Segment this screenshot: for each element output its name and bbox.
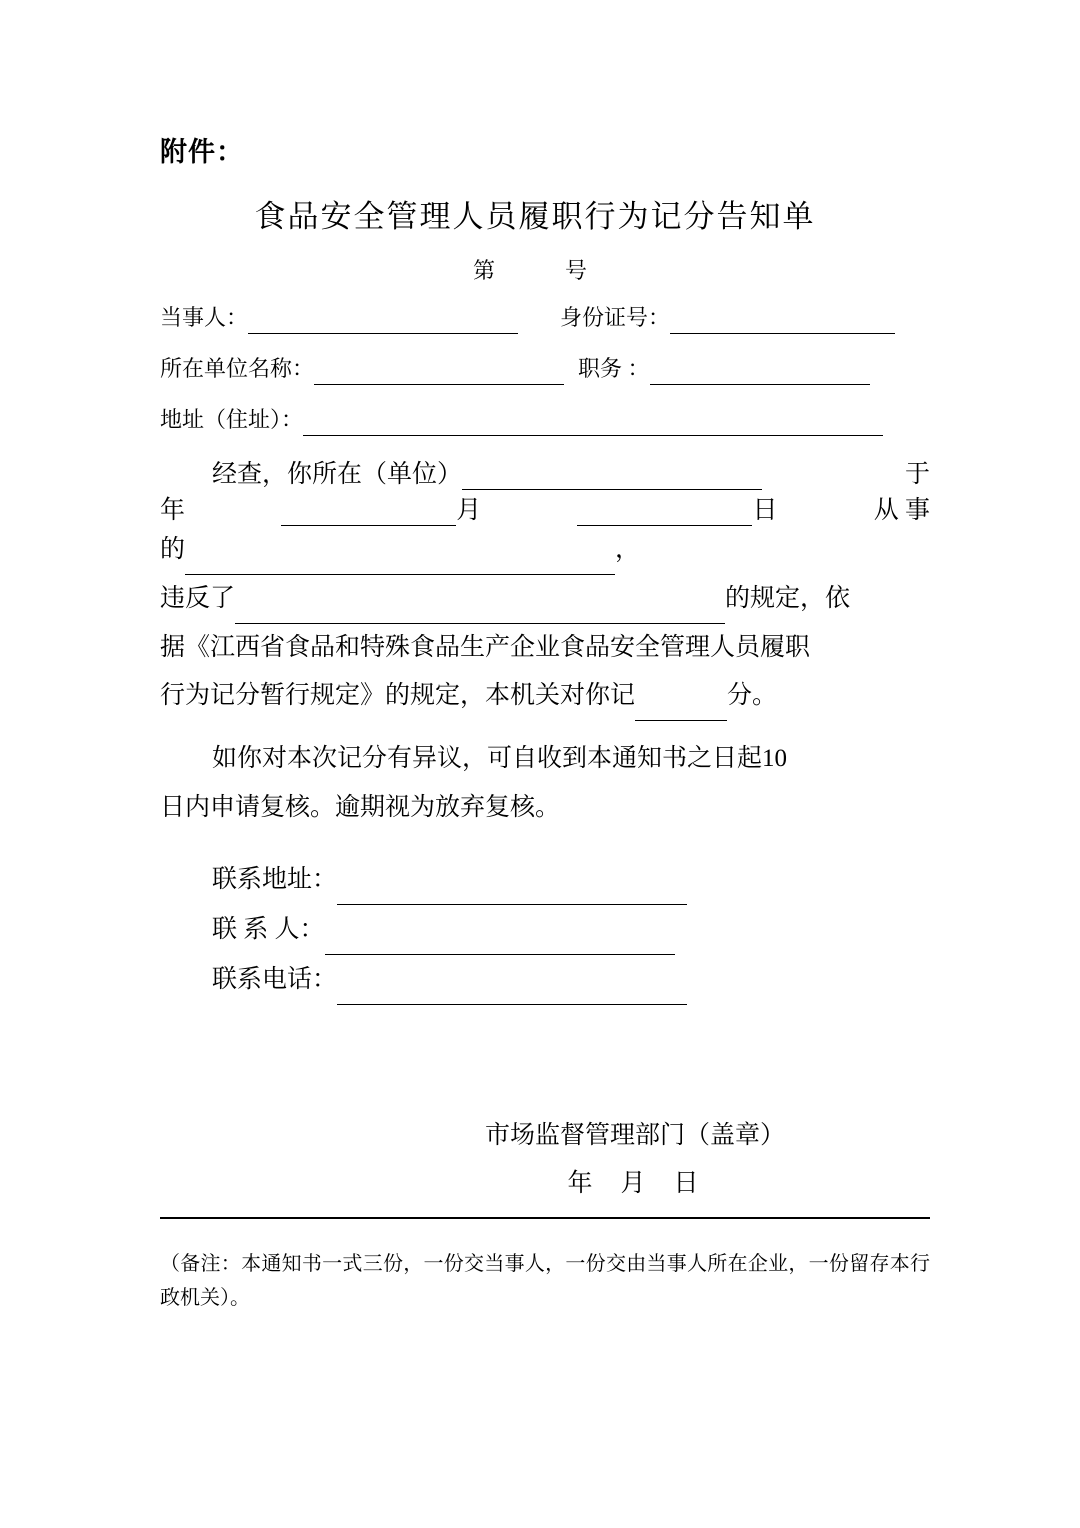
- party-label: 当事人：: [160, 305, 249, 330]
- body-line1-text: 经查，你所在（单位）: [160, 454, 762, 490]
- party-row: [160, 301, 930, 334]
- unit-blank-input[interactable]: [462, 463, 762, 490]
- review-line-2: 日内申请复核。逾期视为放弃复核。: [160, 793, 561, 821]
- attachment-label: 附件：: [160, 137, 244, 168]
- score-input[interactable]: [635, 694, 727, 721]
- line2-tail: 从 事: [873, 497, 930, 524]
- page-title: 食品安全管理人员履职行为记分告知单: [254, 199, 816, 234]
- month-input[interactable]: [281, 499, 456, 526]
- activity-input[interactable]: [185, 548, 615, 575]
- body-line-4: [160, 575, 930, 624]
- number-prefix: 第: [472, 258, 495, 283]
- line4-prefix: 违反了: [160, 584, 236, 612]
- day-group: [577, 490, 777, 526]
- address-row: [160, 403, 930, 436]
- unit-row: [160, 352, 930, 385]
- body-line-2: [160, 490, 930, 526]
- footer-note: （备注：本通知书一式三份，一份交当事人，一份交由当事人所在企业，一份留存本行政机关）。: [160, 1252, 930, 1309]
- day-input[interactable]: [577, 499, 752, 526]
- signature-date: [160, 1163, 930, 1199]
- contact-block: [160, 855, 930, 1005]
- review-line-1: 如你对本次记分有异议，可自收到本通知书之日起10: [212, 745, 788, 772]
- position-label: 职务 ：: [578, 356, 650, 381]
- year-label: 年: [160, 497, 186, 524]
- signature-department: 市场监督管理部门（盖章）: [484, 1121, 785, 1149]
- violation-input[interactable]: [235, 597, 725, 624]
- body-paragraph-2: [160, 735, 930, 833]
- unit-label: 所在单位名称：: [160, 356, 315, 381]
- body-line-3: [160, 526, 930, 575]
- contact-person-row: [212, 905, 930, 955]
- position-input[interactable]: [650, 362, 870, 385]
- address-label: 地址（住址）：: [160, 407, 304, 432]
- body-line-1: [160, 454, 930, 490]
- number-suffix: 号: [565, 258, 588, 283]
- contact-address-label: 联系地址：: [212, 865, 338, 893]
- body-line-5: 据《江西省食品和特殊食品生产企业食品安全管理人员履职: [160, 633, 811, 661]
- contact-phone-input[interactable]: [337, 978, 687, 1005]
- line6-prefix: 行为记分暂行规定》的规定，本机关对你记: [160, 682, 636, 710]
- id-label: 身份证号：: [560, 305, 671, 330]
- sign-day: 日: [673, 1169, 703, 1197]
- line6-suffix: 分。: [727, 682, 778, 710]
- contact-person-input[interactable]: [325, 928, 675, 955]
- year-month-group: [281, 490, 481, 526]
- unit-input[interactable]: [314, 362, 564, 385]
- body-line-6: [160, 672, 930, 721]
- day-label: 日: [752, 497, 778, 524]
- contact-address-row: [212, 855, 930, 905]
- contact-phone-label: 联系电话：: [212, 965, 338, 993]
- line4-suffix: 的规定，依: [725, 584, 851, 612]
- footer-divider: [160, 1217, 930, 1219]
- month-label: 月: [456, 497, 482, 524]
- body-line1-tail: 于: [904, 461, 930, 488]
- id-input[interactable]: [670, 311, 895, 334]
- contact-phone-row: [212, 955, 930, 1005]
- party-input[interactable]: [248, 311, 518, 334]
- contact-address-input[interactable]: [337, 878, 687, 905]
- address-input[interactable]: [303, 413, 883, 436]
- body-paragraph-1: [160, 454, 930, 721]
- sign-month: 月: [620, 1169, 650, 1197]
- sign-year: 年: [567, 1169, 597, 1197]
- document-number-line: [160, 254, 930, 285]
- line3-comma: ，: [615, 536, 641, 563]
- contact-person-label: 联 系 人：: [212, 915, 325, 943]
- line3-prefix: 的: [160, 536, 186, 563]
